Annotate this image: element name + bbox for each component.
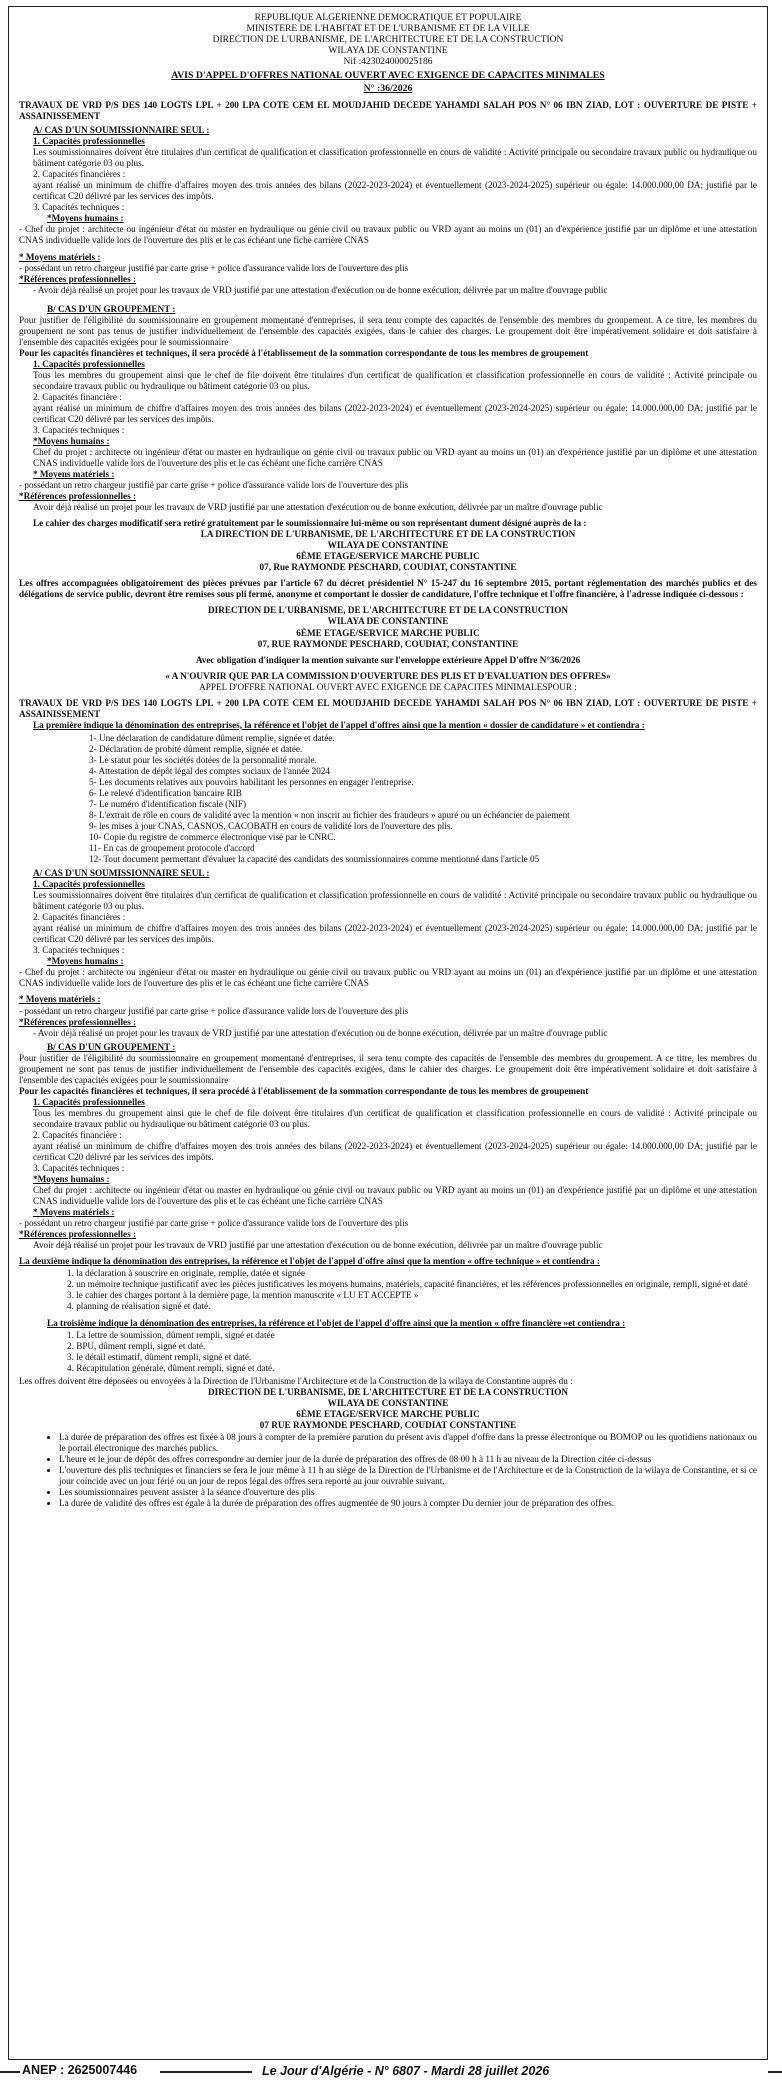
cahier-text: Le cahier des charges modificatif sera retiré gratuitement par le soumissionnaire lui-même ou son représentant dument désigné auprès de la :: [33, 518, 587, 529]
depot-text: Les offres doivent être déposées ou envoyées à la Direction de l'Urbanisme l'Architecture et de la Construction de la wilaya de Constantine auprès du :: [19, 1375, 573, 1386]
list-item: 3. le cahier des charges portant à la dernière page, la mention manuscrite « LU ET ACCEPTE »: [67, 1290, 419, 1301]
part-b-c1-text-2: Tous les membres du groupement ainsi que le chef de file doivent être titulaires d'un certificat de qualification et classification professionnelle en cours de validité : Activité principale ou secondaire travaux public ou hydraulique ou bâtiment catégorie 03 ou plus.: [33, 1107, 757, 1129]
part-a-ref-text: - Avoir déjà réalisé un projet pour les travaux de VRD justifié par une attestation d'exécution ou de bonne exécution, délivrée par un maître d'ouvrage public: [33, 284, 608, 295]
part-b-fin-intro: Pour les capacités financières et techniques, il sera procédé à l'établissement de la sommation correspondante de tous les membres de groupement: [19, 347, 589, 358]
header: [19, 13, 757, 68]
part-a-c1-text: Les soumissionnaires doivent être titulaires d'un certificat de qualification et classification professionnelle en cours de validité : Activité principale ou secondaire travaux public ou hydraulique ou bâtiment catégorie 03 ou plus.: [33, 147, 757, 169]
part-b-c2-title-2: 2. Capacités financière :: [33, 1129, 122, 1140]
part-b-ref-title: *Références professionnelles :: [19, 491, 137, 502]
part-a-mat-title: * Moyens matériels :: [19, 251, 101, 262]
address-line: 07, Rue RAYMONDE PESCHARD, COUDIAT, CONSTANTINE: [259, 562, 517, 573]
part-a-hum-title-2: *Moyens humains :: [47, 956, 124, 967]
part-b-c1-text: Tous les membres du groupement ainsi que le chef de file doivent être titulaires d'un certificat de qualification et classification professionnelle en cours de validité : Activité principale ou secondaire travaux public ou hydraulique ou bâtiment catégorie 03 ou plus.: [33, 369, 757, 391]
technical-offer-list: [67, 1268, 757, 1312]
part-a-heading-2: A/ CAS D'UN SOUMISSIONNAIRE SEUL :: [33, 868, 210, 879]
list-item: • L'heure et le jour de dépôt des offres correspondre au dernier jour de la durée de préparation des offres de 08 00 h à 11 h au niveau de la Direction citée ci-dessus: [59, 1454, 757, 1465]
part-b-fin-intro-2: Pour les capacités financières et techniques, il sera procédé à l'établissement de la sommation correspondante de tous les membres de groupement: [19, 1085, 589, 1096]
part-b-hum-title-2: *Moyens humains :: [33, 1173, 110, 1184]
part-b-c2-text-2: ayant réalisé un minimum de chiffre d'affaires moyen des trois années des bilans (2022-2023-2024) et éventuellement (2023-2024-2025) supérieur ou égale: 14.000.000,00 DA; justifié par le certificat C20 délivré par les services des impôts.: [33, 1140, 757, 1162]
notice-number: N° :36/2026: [363, 83, 413, 95]
list-item: 8- L'extrait de rôle en cours de validité avec la mention « non inscrit au fichier des fraudeurs » apuré ou un échéancier de paiement: [89, 809, 570, 820]
address-line: LA DIRECTION DE L'URBANISME, DE L'ARCHITECTURE ET DE LA CONSTRUCTION: [200, 529, 576, 540]
offres-text: Les offres accompagnées obligatoirement des pièces prévues par l'article 67 du décret présidentiel N° 15-247 du 16 septembre 2015, portant réglementation des marchés publics et des délégations de service public, devront être remises sous pli fermé, anonyme et comportant le dossier de candidature, l'offre technique et l'offre financière, à l'adresse indiquée ci-dessous :: [19, 578, 757, 600]
address-line: WILAYA DE CONSTANTINE: [327, 1397, 449, 1408]
footer-rule: [160, 2071, 252, 2073]
part-b-c1-title: 1. Capacités professionnelles: [33, 358, 145, 369]
candidature-docs-list: [89, 733, 757, 865]
list-item: 1- Une déclaration de candidature dûment remplie, signée et datée.: [89, 732, 335, 743]
footer-rule: [0, 2071, 20, 2073]
part-b-mat-title: * Moyens matériels :: [33, 469, 115, 480]
part-b-hum-title: *Moyens humains :: [33, 436, 110, 447]
part-b-heading-2: B/ CAS D'UN GROUPEMENT :: [47, 1041, 176, 1052]
page-footer: [0, 2062, 782, 2082]
part-b-c1-title-2: 1. Capacités professionnelles: [33, 1096, 145, 1107]
list-item: 11- En cas de groupement protocole d'accord: [89, 843, 255, 854]
list-item: 6- Le relevé d'identification bancaire RIB: [89, 787, 242, 798]
part-b-c3-title-2: 3. Capacités techniques :: [33, 1162, 125, 1173]
list-item: 7- Le numéro d'identification fiscale (NIF): [89, 798, 247, 809]
address-block-3: [19, 1387, 757, 1431]
part-a-mat-title-2: * Moyens matériels :: [19, 994, 101, 1005]
header-line: WILAYA DE CONSTANTINE: [328, 45, 448, 56]
part-a-heading: A/ CAS D'UN SOUMISSIONNAIRE SEUL :: [33, 125, 210, 136]
address-line: 6ÈME ETAGE/SERVICE MARCHE PUBLIC: [296, 551, 480, 562]
list-item: 10- Copie du registre de commerce électronique visé par le CNRC.: [89, 832, 336, 843]
part-a-hum-title: *Moyens humains :: [47, 213, 124, 224]
header-line: Nif :423024000025186: [343, 56, 433, 67]
list-item: 2. BPU, dûment rempli, signé et daté.: [67, 1341, 206, 1352]
part-b-mat-text-2: - possédant un retro chargeur justifié par carte grise + police d'assurance valide lors de l'ouverture des plis: [19, 1218, 409, 1229]
appel-line: APPEL D'OFFRE NATIONAL OUVERT AVEC EXIGENCE DE CAPACITES MINIMALESPOUR :: [199, 681, 577, 692]
part-a-hum-text: - Chef du projet : architecte ou ingénieur d'état ou master en hydraulique ou génie civil ou travaux public ou VRD ayant au moins un (01) an d'expérience justifié par un diplôme et une attestation CNAS individuelle valide lors de l'ouverture des plis et le cas échéant une fiche carrière CNAS: [19, 224, 757, 246]
part-a-c1-text-2: Les soumissionnaires doivent être titulaires d'un certificat de qualification et classification professionnelle en cours de validité : Activité principale ou secondaire travaux public ou hydraulique ou bâtiment catégorie 03 ou plus.: [33, 890, 757, 912]
part-b-mat-title-2: * Moyens matériels :: [33, 1207, 115, 1218]
tender-notice: [8, 6, 768, 2060]
address-block-2: [19, 605, 757, 649]
header-line: MINISTERE DE L'HABITAT ET DE L'URBANISME ET DE LA VILLE: [246, 23, 530, 34]
envelope-text: Avec obligation d'indiquer la mention suivante sur l'enveloppe extérieure Appel D'offre N°36/2026: [195, 654, 581, 665]
list-item: 2. un mémoire technique justificatif avec les pièces justificatives les moyens humains, matériels, capacité financières, et les références professionnelles en originale, rempli, signé et daté: [67, 1279, 748, 1290]
list-item: 3- Le statut pour les sociétés dotées de la personnalité morale.: [89, 754, 317, 765]
address-line: 6ÈME ETAGE/SERVICE MARCHE PUBLIC: [296, 627, 480, 638]
list-item: • Les soumissionnaires peuvent assister à la séance d'ouverture des plis: [59, 1487, 757, 1498]
list-item: • L'ouverture des plis techniques et financiers se fera le jour même à 11 h au siège de la Direction de l'Urbanisme et de l'Architecture et de la Construction de la wilaya de Constantine, et si ce jour coïncide avec un jour férié ou un jour de repos légal des offres sera reporté au jour ouvrable suivant.: [59, 1465, 757, 1487]
part-b-c2-text: ayant réalisé un minimum de chiffre d'affaires moyen des trois années des bilans (2022-2023-2024) et éventuellement (2023-2024-2025) supérieur ou égale: 14.000.000,00 DA; justifié par le certificat C20 délivré par les services des impôts.: [33, 402, 757, 424]
address-line: 6ÈME ETAGE/SERVICE MARCHE PUBLIC: [296, 1408, 480, 1419]
address-block-1: [19, 529, 757, 573]
address-line: 07, RUE RAYMONDE PESCHARD, COUDIAT, CONSTANTINE: [257, 638, 519, 649]
address-line: WILAYA DE CONSTANTINE: [327, 616, 449, 627]
footer-rule: [768, 2071, 782, 2073]
final-conditions-list: [59, 1432, 757, 1509]
part-a-c3-title: 3. Capacités techniques :: [33, 202, 125, 213]
header-line: DIRECTION DE L'URBANISME, DE L'ARCHITECTURE ET DE LA CONSTRUCTION: [212, 34, 564, 45]
part-a-ref-text-2: - Avoir déjà réalisé un projet pour les travaux de VRD justifié par une attestation d'exécution ou de bonne exécution, délivrée par un maître d'ouvrage public: [33, 1027, 608, 1038]
part-a-c2-title-2: 2. Capacités financières :: [33, 912, 126, 923]
part-b-heading: B/ CAS D'UN GROUPEMENT :: [47, 303, 176, 314]
list-item: 2- Déclaration de probité dûment remplie, signée et datée.: [89, 743, 303, 754]
list-item: 4. planning de réalisation signé et daté.: [67, 1301, 211, 1312]
part-b-ref-title-2: *Références professionnelles :: [19, 1229, 137, 1240]
object-line: TRAVAUX DE VRD P/S DES 140 LOGTS LPL + 200 LPA COTE CEM EL MOUDJAHID DECEDE YAHAMDI SALAH POS N° 06 IBN ZIAD, LOT : OUVERTURE DE PISTE + ASSAINISSEMENT: [19, 100, 757, 122]
part-b-c3-title: 3. Capacités techniques :: [33, 424, 125, 435]
address-line: 07 RUE RAYMONDE PESCHARD, COUDIAT CONSTANTINE: [259, 1419, 517, 1430]
part-a-c1-title: 1. Capacités professionnelles: [33, 136, 145, 147]
part-a-c1-title-2: 1. Capacités professionnelles: [33, 879, 145, 890]
part-b-intro-2: Pour justifier de l'éligibilité du soumissionnaire en groupement momentané d'entreprises, il sera tenu compte des capacités de l'ensemble des membres du groupement. A ce titre, les membres du groupement ne sont pas tenus de justifier individuellement de l'ensemble des capacités exigées, dans le cahier des charges. Le groupement doit être impérativement solidaire et doit satisfaire à l'ensemble des capacités exigées pour le soumissionnaire: [19, 1052, 757, 1085]
part-a-c2-text: ayant réalisé un minimum de chiffre d'affaires moyen des trois années des bilans (2022-2023-2024) et éventuellement (2023-2024-2025) supérieur ou égale: 14.000.000,00 DA; justifié par le certificat C20 délivré par les services des impôts.: [33, 180, 757, 202]
part-a-c2-title: 2. Capacités financières :: [33, 169, 126, 180]
list-item: 5- Les documents relatives aux pouvoirs habilitant les personnes en engager l'entreprise.: [89, 776, 414, 787]
notice-title: AVIS D'APPEL D'OFFRES NATIONAL OUVERT AVEC EXIGENCE DE CAPACITES MINIMALES: [171, 69, 605, 81]
list-item: 1. la déclaration à souscrire en originale, remplie, datée et signée: [67, 1268, 306, 1279]
part-a-c2-text-2: ayant réalisé un minimum de chiffre d'affaires moyen des trois années des bilans (2022-2023-2024) et éventuellement (2023-2024-2025) supérieur ou égale: 14.000.000,00 DA; justifié par le certificat C20 délivré par les services des impôts.: [33, 923, 757, 945]
part-a-mat-text: - possédant un retro chargeur justifié par carte grise + police d'assurance valide lors de l'ouverture des plis: [19, 262, 409, 273]
third-envelope: La troisième indique la dénomination des entreprises, la référence et l'objet de l'appel d'offre ainsi que la mention « offre financière »et contiendra :: [47, 1318, 626, 1329]
first-envelope: La première indique la dénomination des entreprises, la référence et l'objet de l'appel d'offres ainsi que la mention « dossier de candidature » et contiendra :: [33, 719, 645, 730]
journal-issue: Le Jour d'Algérie - N° 6807 - Mardi 28 juillet 2026: [262, 2064, 550, 2078]
list-item: 4. Récapitulation générale, dûment rempli, signé et daté.: [67, 1363, 275, 1374]
part-b-mat-text: - possédant un retro chargeur justifié par carte grise + police d'assurance valide lors de l'ouverture des plis: [19, 480, 409, 491]
anep-reference: ANEP : 2625007446: [22, 2063, 138, 2077]
object-line-2: TRAVAUX DE VRD P/S DES 140 LOGTS LPL + 200 LPA COTE CEM EL MOUDJAHID DECEDE YAHAMDI SALAH POS N° 06 IBN ZIAD, LOT : OUVERTURE DE PISTE + ASSAINISSEMENT: [19, 697, 757, 719]
second-envelope: La deuxième indique la dénomination des entreprises, la référence et l'objet de l'appel d'offre ainsi que la mention « offre technique » et contiendra :: [19, 1256, 600, 1267]
list-item: 4- Attestation de dépôt légal des comptes sociaux de l'année 2024: [89, 765, 330, 776]
list-item: 12- Tout document permettant d'évaluer la capacité des candidats des soumissionnaires comme mentionné dans l'article 05: [89, 854, 540, 865]
list-item: 1. La lettre de soumission, dûment rempli, signé et datée: [67, 1330, 275, 1341]
part-b-hum-text-2: Chef du projet : architecte ou ingénieur d'état ou master en hydraulique ou génie civil ou travaux public ou VRD ayant au moins un (01) an d'expérience justifié par un diplôme et une attestation CNAS individuelle valide lors de l'ouverture des plis et le cas échéant une fiche carrière CNAS: [33, 1185, 757, 1207]
part-a-hum-text-2: - Chef du projet : architecte ou ingénieur d'état ou master en hydraulique ou génie civil ou travaux public ou VRD ayant au moins un (01) an d'expérience justifié par un diplôme et une attestation CNAS individuelle valide lors de l'ouverture des plis et le cas échéant une fiche carrière CNAS: [19, 967, 757, 989]
financial-offer-list: [67, 1330, 757, 1374]
list-item: 9- les mises à jour CNAS, CASNOS, CACOBATH en cours de validité lors de l'ouverture des plis.: [89, 821, 453, 832]
header-line: REPUBLIQUE ALGERIENNE DEMOCRATIQUE ET POPULAIRE: [254, 13, 522, 23]
part-b-c2-title: 2. Capacités financière :: [33, 391, 122, 402]
part-a-c3-title-2: 3. Capacités techniques :: [33, 945, 125, 956]
list-item: • La durée de préparation des offres est fixée à 08 jours à compter de la première parution du présent avis d'appel d'offre dans la presse électronique ou BOMOP ou les quotidiens nationaux ou le portail électronique des marchés publics.: [59, 1432, 757, 1454]
part-a-mat-text-2: - possédant un retro chargeur justifié par carte grise + police d'assurance valide lors de l'ouverture des plis: [19, 1005, 409, 1016]
part-b-intro: Pour justifier de l'éligibilité du soumissionnaire en groupement momentané d'entreprises, il sera tenu compte des capacités de l'ensemble des membres du groupement. A ce titre, les membres du groupement ne sont pas tenus de justifier individuellement de l'ensemble des capacités exigées, dans le cahier des charges. Le groupement doit être impérativement solidaire et doit satisfaire à l'ensemble des capacités exigées pour le soumissionnaire: [19, 314, 757, 347]
list-item: 3. le détail estimatif, dûment rempli, signé et daté.: [67, 1352, 252, 1363]
part-b-ref-text-2: Avoir déjà réalisé un projet pour les travaux de VRD justifié par une attestation d'exécution ou de bonne exécution, délivrée par un maître d'ouvrage public: [33, 1240, 603, 1251]
n-ouvrir: « A N'OUVRIR QUE PAR LA COMMISSION D'OUVERTURE DES PLIS ET D'EVALUATION DES OFFRES»: [165, 670, 611, 681]
list-item: • La durée de validité des offres est égale à la durée de préparation des offres augmentée de 90 jours à compter Du dernier jour de préparation des offres.: [59, 1498, 757, 1509]
part-a-ref-title-2: *Références professionnelles :: [19, 1016, 137, 1027]
part-a-ref-title: *Références professionnelles :: [19, 273, 137, 284]
address-line: DIRECTION DE L'URBANISME, DE L'ARCHITECTURE ET DE LA CONSTRUCTION: [208, 1386, 568, 1397]
address-line: DIRECTION DE L'URBANISME, DE L'ARCHITECTURE ET DE LA CONSTRUCTION: [208, 605, 568, 616]
part-b-ref-text: Avoir déjà réalisé un projet pour les travaux de VRD justifié par une attestation d'exécution ou de bonne exécution, délivrée par un maître d'ouvrage public: [33, 502, 603, 513]
part-b-hum-text: Chef du projet : architecte ou ingénieur d'état ou master en hydraulique ou génie civil ou travaux public ou VRD ayant au moins un (01) an d'expérience justifié par un diplôme et une attestation CNAS individuelle valide lors de l'ouverture des plis et le cas échéant une fiche carrière CNAS: [33, 447, 757, 469]
address-line: WILAYA DE CONSTANTINE: [327, 540, 449, 551]
